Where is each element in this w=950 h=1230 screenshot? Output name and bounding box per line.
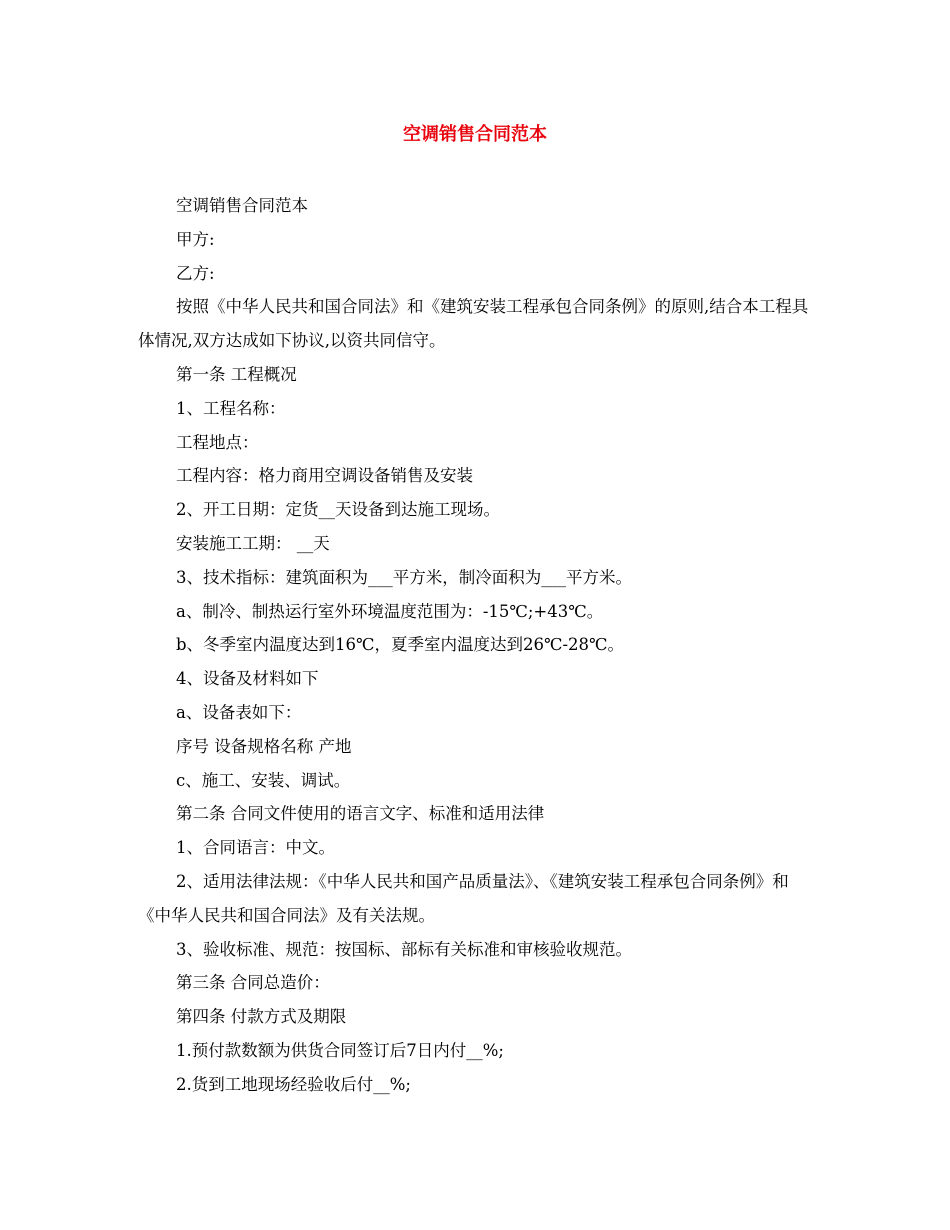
paragraph: 1、合同语言：中文。 (176, 838, 335, 858)
paragraph: 序号 设备规格名称 产地 (176, 736, 352, 756)
paragraph: 安装施工工期： __天 (176, 533, 330, 553)
paragraph: 甲方: (176, 229, 215, 249)
paragraph: 第一条 工程概况 (176, 364, 297, 384)
paragraph: 第二条 合同文件使用的语言文字、标准和适用法律 (176, 804, 545, 824)
paragraph: a、设备表如下： (176, 702, 302, 722)
paragraph: 3、验收标准、规范：按国标、部标有关标准和审核验收规范。 (176, 939, 632, 959)
paragraph: 2、适用法律法规：《中华人民共和国产品质量法》、《建筑安装工程承包合同条例》和《中华人民共和国合同法》及有关法规。 (138, 871, 789, 925)
paragraph: 4、设备及材料如下 (176, 669, 319, 689)
paragraph: 工程内容：格力商用空调设备销售及安装 (176, 466, 473, 486)
paragraph: c、施工、安装、调试。 (176, 770, 351, 790)
paragraph: 1、工程名称： (176, 398, 286, 418)
paragraph: 2、开工日期：定货__天设备到达施工现场。 (176, 500, 500, 520)
paragraph: 第三条 合同总造价： (176, 973, 330, 993)
document-title: 空调销售合同范本 (403, 124, 547, 145)
paragraph: 第四条 付款方式及期限 (176, 1007, 347, 1027)
paragraph: 1.预付款数额为供货合同签订后7日内付__%; (176, 1040, 504, 1060)
paragraph: 空调销售合同范本 (176, 196, 308, 215)
paragraph: a、制冷、制热运行室外环境温度范围为：-15℃;+43℃。 (176, 601, 604, 621)
paragraph: 乙方: (176, 263, 215, 283)
paragraph: b、冬季室内温度达到16℃，夏季室内温度达到26℃-28℃。 (176, 635, 624, 655)
paragraph: 3、技术指标：建筑面积为___平方米，制冷面积为___平方米。 (176, 567, 632, 587)
paragraph: 2.货到工地现场经验收后付__%; (176, 1074, 411, 1094)
paragraph: 按照《中华人民共和国合同法》和《建筑安装工程承包合同条例》的原则,结合本工程具体情况,双方达成如下协议,以资共同信守。 (138, 297, 809, 351)
document-body (138, 189, 814, 1102)
paragraph: 工程地点： (176, 432, 259, 452)
